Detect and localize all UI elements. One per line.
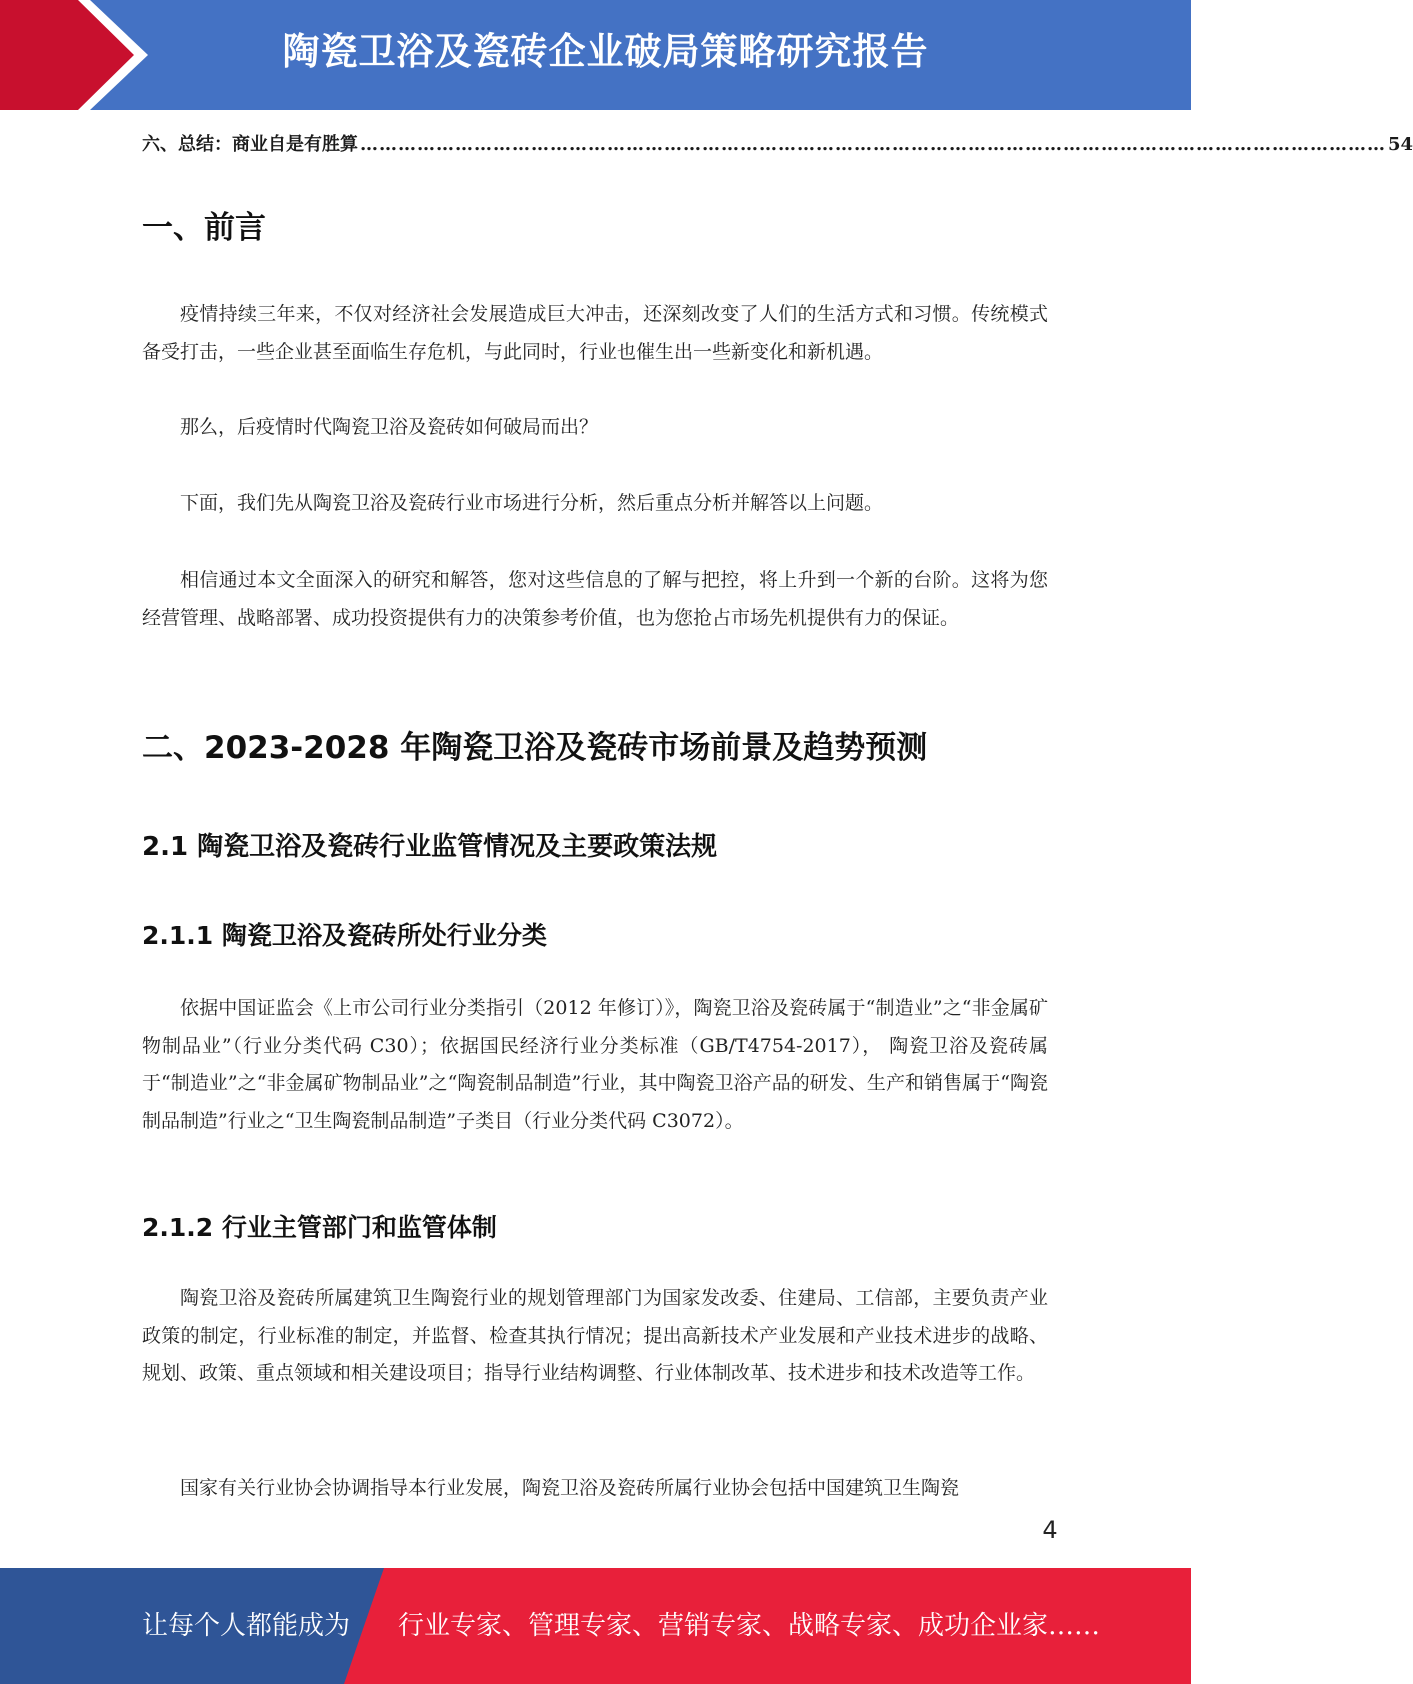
toc-leader-dots: ……………………………………………………………………………………………………………………………………………… <box>360 134 1386 155</box>
footer-banner <box>0 1568 1191 1684</box>
page-number: 4 <box>1042 1516 1058 1544</box>
paragraph: 陶瓷卫浴及瓷砖所属建筑卫生陶瓷行业的规划管理部门为国家发改委、住建局、工信部，主要负责产业政策的制定，行业标准的制定，并监督、检查其执行情况；提出高新技术产业发展和产业技术进步的战略、规划、政策、重点领域和相关建设项目；指导行业结构调整、行业体制改革、技术进步和技术改造等工作。 <box>142 1287 1048 1384</box>
toc-entry-label: 六、总结：商业自是有胜算 <box>142 134 358 155</box>
paragraph: 国家有关行业协会协调指导本行业发展，陶瓷卫浴及瓷砖所属行业协会包括中国建筑卫生陶瓷 <box>180 1477 960 1499</box>
section-heading-market-forecast: 二、2023-2028 年陶瓷卫浴及瓷砖市场前景及趋势预测 <box>142 730 928 766</box>
paragraph: 依据中国证监会《上市公司行业分类指引（2012 年修订）》，陶瓷卫浴及瓷砖属于“制造业”之“非金属矿物制品业”（行业分类代码 C30）；依据国民经济行业分类标准（GB/T4754-2017）， 陶瓷卫浴及瓷砖属于“制造业”之“非金属矿物制品业”之“陶瓷制品制造”行业，其中陶瓷卫浴产品的研发、生产和销售属于“陶瓷制品制造”行业之“卫生陶瓷制品制造”子类目（行业分类代码 C3072）。 <box>142 997 1048 1132</box>
header-banner <box>0 0 1191 110</box>
paragraph: 相信通过本文全面深入的研究和解答，您对这些信息的了解与把控，将上升到一个新的台阶。这将为您经营管理、战略部署、成功投资提供有力的决策参考价值，也为您抢占市场先机提供有力的保证。 <box>142 569 1048 629</box>
subsubsection-heading-classification: 2.1.1 陶瓷卫浴及瓷砖所处行业分类 <box>142 921 547 950</box>
toc-entry[interactable] <box>142 130 1413 160</box>
toc-entry-page: 54 <box>1388 134 1413 155</box>
paragraph: 下面，我们先从陶瓷卫浴及瓷砖行业市场进行分析，然后重点分析并解答以上问题。 <box>180 492 884 514</box>
subsubsection-heading-authorities: 2.1.2 行业主管部门和监管体制 <box>142 1213 497 1242</box>
subsection-heading-regulation: 2.1 陶瓷卫浴及瓷砖行业监管情况及主要政策法规 <box>142 832 718 862</box>
report-title: 陶瓷卫浴及瓷砖企业破局策略研究报告 <box>282 30 929 73</box>
paragraph: 疫情持续三年来，不仅对经济社会发展造成巨大冲击，还深刻改变了人们的生活方式和习惯。传统模式备受打击，一些企业甚至面临生存危机，与此同时，行业也催生出一些新变化和新机遇。 <box>142 303 1048 363</box>
section-heading-preface: 一、前言 <box>142 210 266 246</box>
footer-slogan-right: 行业专家、管理专家、营销专家、战略专家、成功企业家…… <box>398 1611 1101 1641</box>
footer-slogan-left: 让每个人都能成为 <box>142 1611 351 1641</box>
paragraph: 那么，后疫情时代陶瓷卫浴及瓷砖如何破局而出？ <box>180 416 599 438</box>
